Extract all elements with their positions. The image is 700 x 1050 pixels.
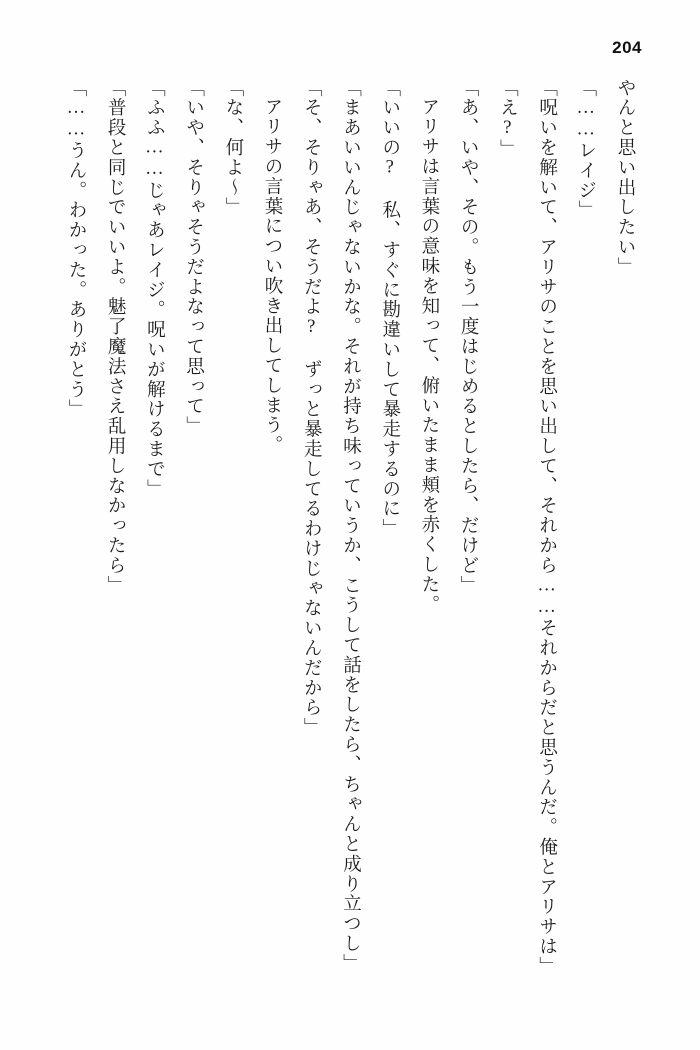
paragraph: 「呪いを解いて、アリサのことを思い出して、それから……それからだと思うんだ。俺とアリサは」 (536, 78, 557, 977)
paragraph: 「いいの? 私、すぐに勘違いして暴走するのに」 (379, 78, 400, 539)
paragraph: 「ふふ……じゃあレイジ。呪いが解けるまで」 (144, 78, 165, 499)
paragraph: アリサは言葉の意味を知って、俯いたまま頬を赤くした。 (418, 97, 439, 615)
paragraph: 「そ、そりゃあ、そうだよ? ずっと暴走してるわけじゃないんだから」 (301, 78, 322, 738)
paragraph: 「まあいいんじゃないかな。それが持ち味っていうか、こうして話をしたら、ちゃんと成り立つし」 (340, 78, 361, 974)
paragraph: やんと思い出したい」 (615, 78, 635, 277)
paragraph: 「……うん。わかった。ありがとう」 (65, 78, 86, 420)
paragraph: 「え?」 (497, 78, 518, 160)
paragraph: 「普段と同じでいいよ。魅了魔法さえ乱用しなかったら」 (105, 78, 126, 596)
paragraph: 「いや、そりゃそうだよなって思って」 (183, 78, 204, 437)
page-number: 204 (612, 38, 642, 57)
paragraph: アリサの言葉につい吹き出してしまう。 (262, 97, 283, 456)
page-body-text (58, 78, 644, 978)
paragraph: 「……レイジ」 (575, 78, 596, 221)
paragraph: 「な、何よ〜」 (222, 78, 243, 218)
paragraph: 「あ、いや、その。もう一度はじめるとしたら、だけど」 (458, 78, 479, 596)
